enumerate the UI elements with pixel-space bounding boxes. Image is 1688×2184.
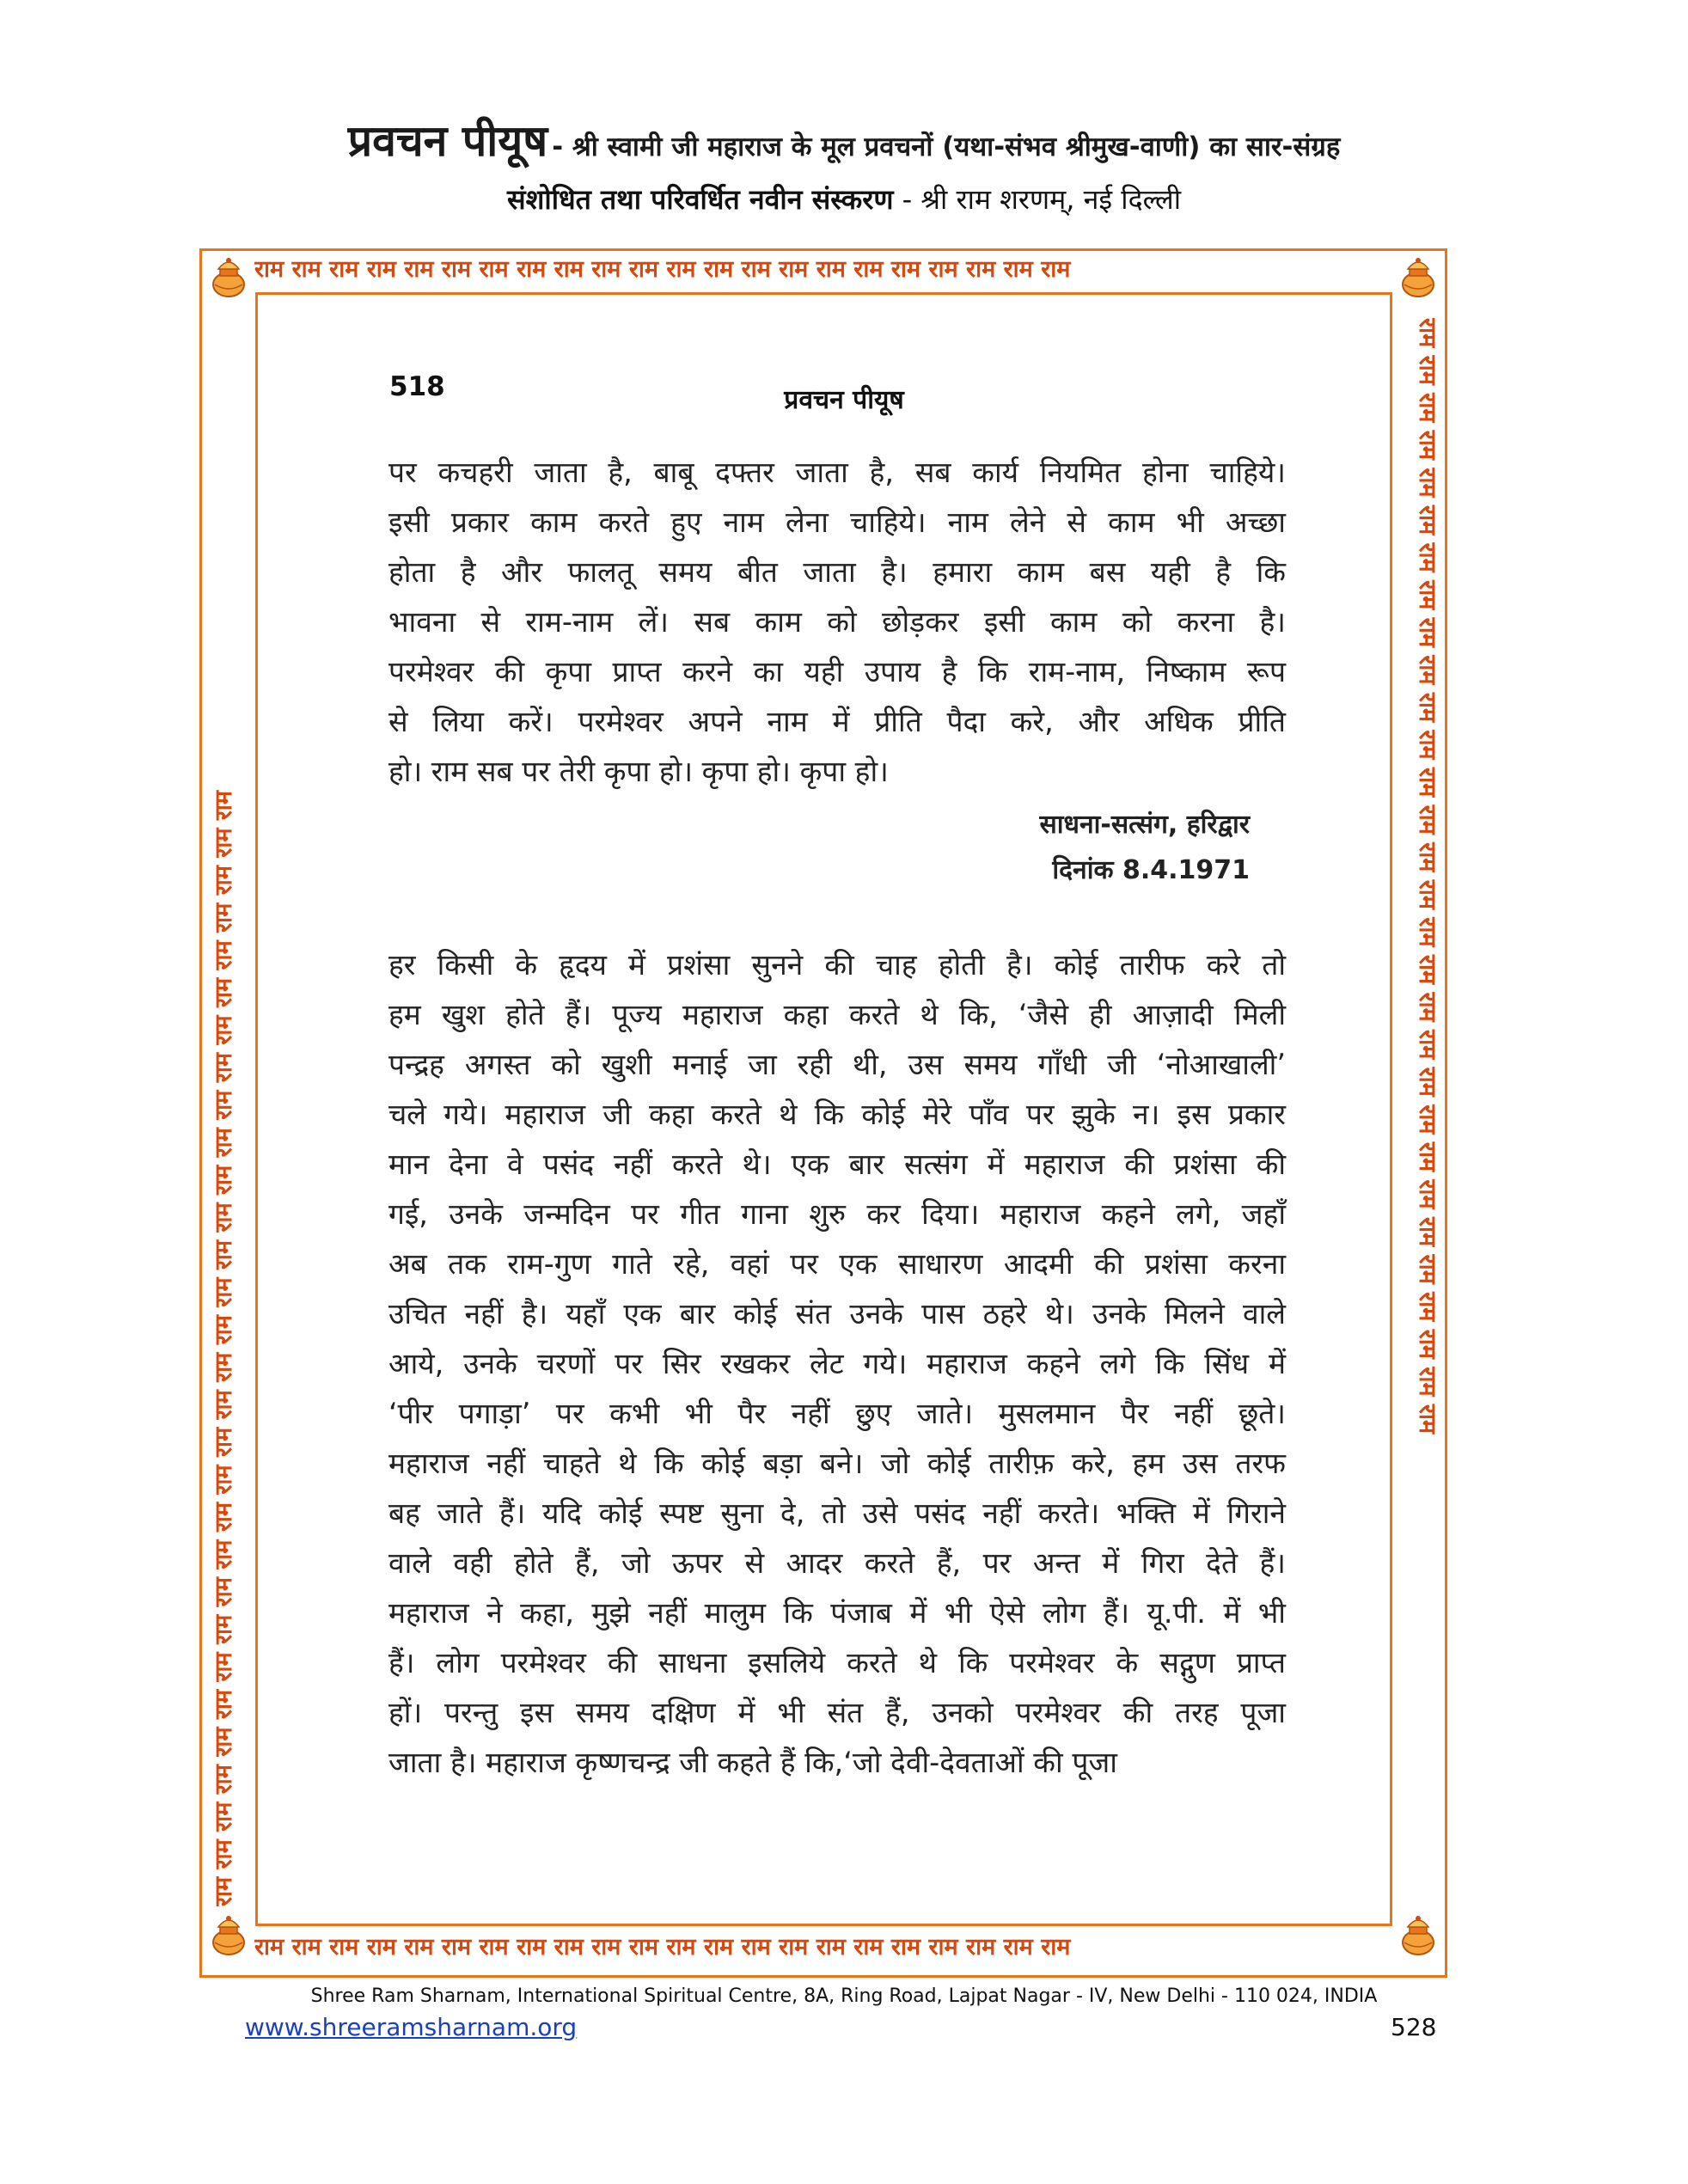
footer-address: Shree Ram Sharnam, International Spiritual Centre, 8A, Ring Road, Lajpat Nagar - IV, New Delhi - 110 024, INDIA [310, 1985, 1378, 2007]
text-line: गई, उनके जन्मदिन पर गीत गाना शुरु कर दिया। महाराज कहने लगे, जहाँ [388, 1197, 1286, 1231]
book-page-number: 518 [389, 371, 445, 402]
text-line: हैं। लोग परमेश्वर की साधना इसलिये करते थे कि परमेश्वर के सद्गुण प्राप्त [388, 1646, 1286, 1679]
ram-border-bottom: राम राम राम राम राम राम राम राम राम राम राम राम राम राम राम राम राम राम राम राम राम राम [254, 1934, 1071, 1961]
text-line: भावना से राम-नाम लें। सब काम को छोड़कर इसी काम को करना है। [388, 605, 1286, 639]
text-line: इसी प्रकार काम करते हुए नाम लेना चाहिये। नाम लेने से काम भी अच्छा [388, 505, 1286, 539]
text-line: चले गये। महाराज जी कहा करते थे कि कोई मेरे पाँव पर झुके न। इस प्रकार [388, 1098, 1286, 1131]
text-line: महाराज नहीं चाहते थे कि कोई बड़ा बने। जो कोई तारीफ़ करे, हम उस तरफ [388, 1447, 1286, 1480]
text-line: पर कचहरी जाता है, बाबू दफ्तर जाता है, सब कार्य नियमित होना चाहिये। [388, 456, 1286, 489]
kalash-icon [1392, 1910, 1444, 1961]
edition-line [0, 180, 1688, 217]
text-line: हर किसी के हृदय में प्रशंसा सुनने की चाह होती है। कोई तारीफ करे तो [388, 948, 1286, 982]
paragraph-2 [388, 940, 1286, 1788]
signature-place: साधना-सत्संग, हरिद्वार [1039, 810, 1250, 840]
paragraph-1 [388, 448, 1286, 797]
header-title: प्रवचन पीयूष [347, 116, 548, 166]
text-line: उचित नहीं है। यहाँ एक बार कोई संत उनके पास ठहरे थे। उनके मिलने वाले [388, 1297, 1286, 1331]
text-line: अब तक राम-गुण गाते रहे, वहां पर एक साधारण आदमी की प्रशंसा करना [388, 1247, 1286, 1281]
text-line: जाता है। महाराज कृष्णचन्द्र जी कहते हैं कि,‘जो देवी-देवताओं की पूजा [388, 1746, 1117, 1779]
text-line: आये, उनके चरणों पर सिर रखकर लेट गये। महाराज कहने लगे कि सिंध में [388, 1347, 1286, 1380]
book-running-title: प्रवचन पीयूष [784, 385, 904, 415]
ram-border-right: राम राम राम राम राम राम राम राम राम राम राम राम राम राम राम राम राम राम राम राम राम राम राम राम राम राम राम राम राम राम [1414, 318, 1440, 1435]
ram-border-left: राम राम राम राम राम राम राम राम राम राम राम राम राम राम राम राम राम राम राम राम राम राम राम राम राम राम राम राम राम राम [211, 790, 237, 1906]
kalash-icon [1392, 252, 1444, 303]
website-link[interactable]: www.shreeramsharnam.org [245, 2013, 578, 2041]
text-line: होता है और फालतू समय बीत जाता है। हमारा काम बस यही है कि [388, 555, 1286, 589]
edition-publisher: - श्री राम शरणम्, नई दिल्ली [902, 183, 1181, 216]
text-line: वाले वही होते हैं, जो ऊपर से आदर करते हैं, पर अन्त में गिरा देते हैं। [388, 1546, 1286, 1580]
text-line: महाराज ने कहा, मुझे नहीं मालुम कि पंजाब में भी ऐसे लोग हैं। यू.पी. में भी [388, 1596, 1286, 1630]
text-line: हम खुश होते हैं। पूज्य महाराज कहा करते थे कि, ‘जैसे ही आज़ादी मिली [388, 998, 1286, 1031]
text-line: पन्द्रह अगस्त को खुशी मनाई जा रही थी, उस समय गाँधी जी ‘नोआखाली’ [388, 1048, 1286, 1081]
text-line: बह जाते हैं। यदि कोई स्पष्ट सुना दे, तो उसे पसंद नहीं करते। भक्ति में गिराने [388, 1496, 1286, 1530]
text-line: ‘पीर पगाड़ा’ पर कभी भी पैर नहीं छुए जाते। मुसलमान पैर नहीं छूते। [388, 1397, 1286, 1430]
kalash-icon [203, 252, 254, 303]
document-header [0, 110, 1688, 168]
text-line: मान देना वे पसंद नहीं करते थे। एक बार सत्संग में महाराज की प्रशंसा की [388, 1147, 1286, 1181]
text-line: हों। परन्तु इस समय दक्षिण में भी संत हैं, उनको परमेश्वर की तरह पूजा [388, 1696, 1286, 1729]
ram-border-top: राम राम राम राम राम राम राम राम राम राम राम राम राम राम राम राम राम राम राम राम राम राम [254, 256, 1071, 283]
header-subtitle: - श्री स्वामी जी महाराज के मूल प्रवचनों (यथा-संभव श्रीमुख-वाणी) का सार-संग्रह [552, 132, 1341, 162]
text-line: से लिया करें। परमेश्वर अपने नाम में प्रीति पैदा करे, और अधिक प्रीति [388, 705, 1286, 738]
signature-date: दिनांक 8.4.1971 [1052, 855, 1250, 885]
text-line: परमेश्वर की कृपा प्राप्त करने का यही उपाय है कि राम-नाम, निष्काम रूप [388, 655, 1286, 688]
text-line: हो। राम सब पर तेरी कृपा हो। कृपा हो। कृपा हो। [388, 755, 889, 788]
pdf-page-number: 528 [1391, 2013, 1437, 2041]
edition-label: संशोधित तथा परिवर्धित नवीन संस्करण [507, 183, 894, 216]
kalash-icon [203, 1910, 254, 1961]
